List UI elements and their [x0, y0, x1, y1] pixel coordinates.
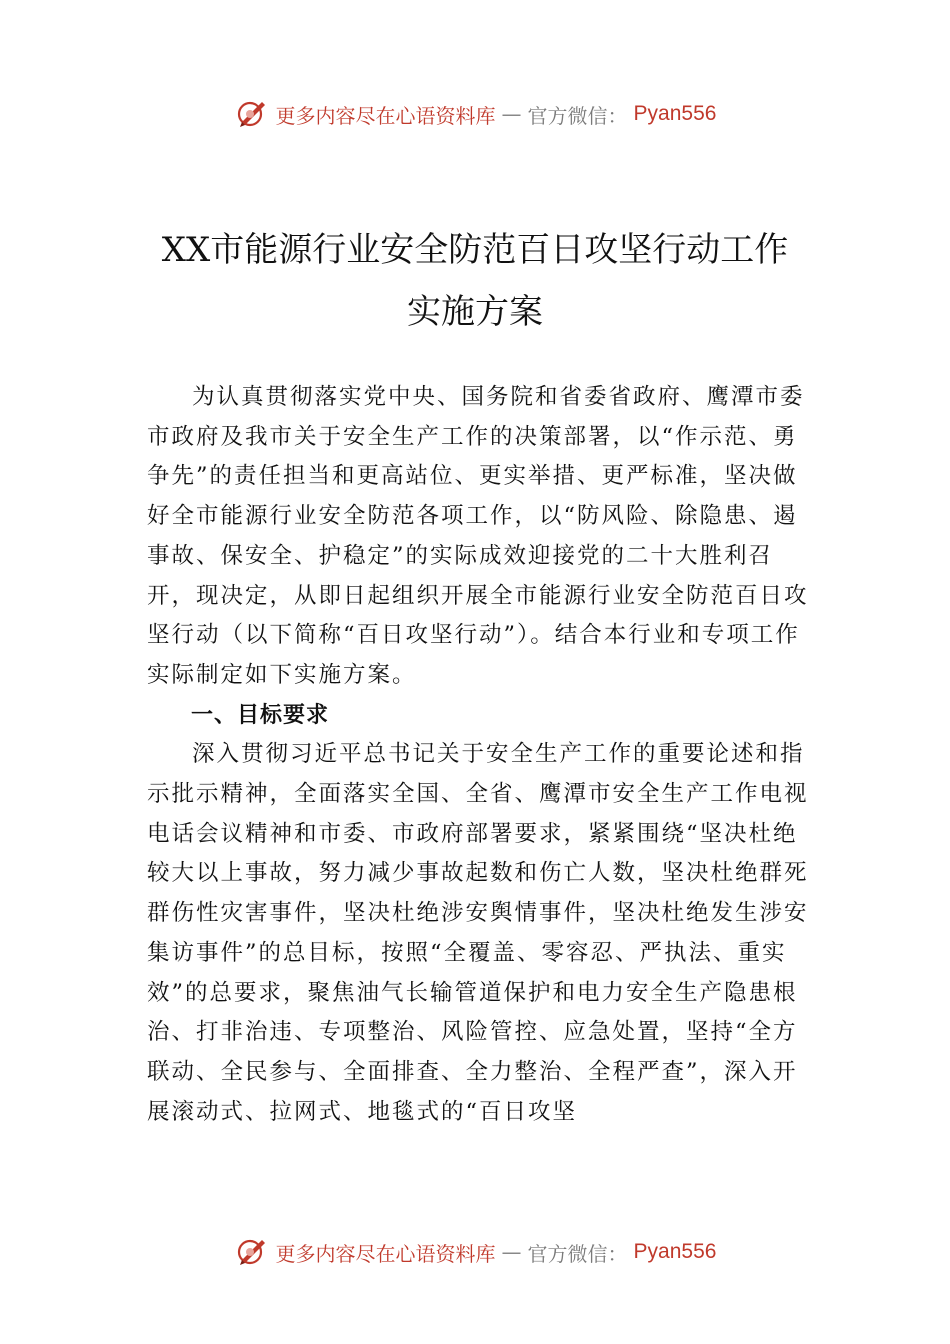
watermark-brand-text: 更多内容尽在心语资料库	[275, 103, 496, 128]
paragraph-intro: 为认真贯彻落实党中央、国务院和省委省政府、鹰潭市委市政府及我市关于安全生产工作的决策部署，以“作示范、勇争先”的责任担当和更高站位、更实举措、更严标准，坚决做好全市能源行业安全防范各项工作，以“防风险、除隐患、遏事故、保安全、护稳定”的实际成效迎接党的二十大胜利召开，现决定，从即日起组织开展全市能源行业安全防范百日攻坚行动（以下简称“百日攻坚行动”）。结合本行业和专项工作实际制定如下实施方案。	[147, 384, 809, 688]
document-body	[147, 378, 817, 1132]
document-title-line1: XX市能源行业安全防范百日攻坚行动工作	[161, 230, 789, 270]
paragraph-goals: 深入贯彻习近平总书记关于安全生产工作的重要论述和指示批示精神，全面落实全国、全省、鹰潭市安全生产工作电视电话会议精神和市委、市政府部署要求，紧紧围绕“坚决杜绝较大以上事故，努力减少事故起数和伤亡人数，坚决杜绝群死群伤性灾害事件，坚决杜绝涉安舆情事件，坚决杜绝发生涉安集访事件”的总目标，按照“全覆盖、零容忍、严执法、重实效”的总要求，聚焦油气长输管道保护和电力安全生产隐患根治、打非治违、专项整治、风险管控、应急处置，坚持“全方联动、全民参与、全面排查、全力整治、全程严查”，深入开展滚动式、拉网式、地毯式的“百日攻坚	[147, 741, 809, 1125]
pen-logo-icon	[234, 96, 270, 132]
watermark-wechat-label: 官方微信：	[527, 1241, 628, 1266]
watermark-dash: —	[501, 1240, 522, 1264]
pen-logo-icon	[234, 1234, 270, 1270]
watermark-wechat-id: Pyan556	[633, 102, 717, 125]
header-watermark	[0, 94, 950, 134]
footer-watermark	[0, 1232, 950, 1272]
document-title-line2: 实施方案	[407, 292, 543, 332]
watermark-dash: —	[501, 102, 522, 126]
watermark-wechat-id: Pyan556	[633, 1240, 717, 1263]
section-heading-goals: 一、目标要求	[191, 702, 330, 728]
watermark-brand-text: 更多内容尽在心语资料库	[275, 1241, 496, 1266]
watermark-wechat-label: 官方微信：	[527, 103, 628, 128]
